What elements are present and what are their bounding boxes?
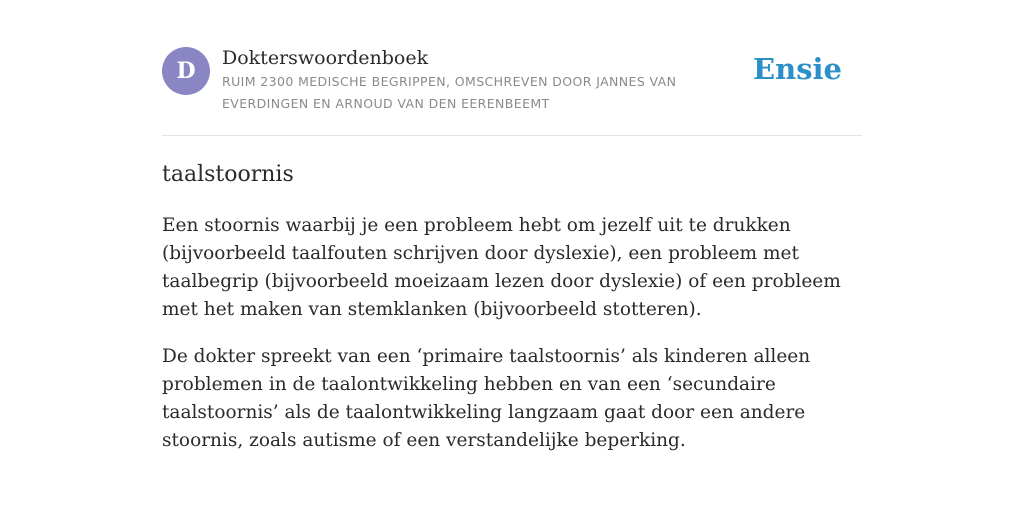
definition-paragraph: Een stoornis waarbij je een probleem hebt om jezelf uit te drukken (bijvoorbeeld taalfouten schrijven door dyslexie), een probleem met taalbegrip (bijvoorbeeld moeizaam lezen door dyslexie) of een probleem met het maken van stemklanken (bijvoorbeeld stotteren). xyxy=(162,215,841,320)
entry-definition xyxy=(162,212,862,455)
definition-paragraph: De dokter spreekt van een ‘primaire taalstoornis’ als kinderen alleen problemen in de taalontwikkeling hebben en van een ‘secundaire taalstoornis’ als de taalontwikkeling langzaam gaat door een andere stoornis, zoals autisme of een verstandelijke beperking. xyxy=(162,346,811,451)
source-title-link[interactable]: Dokterswoordenboek xyxy=(222,47,429,69)
source-header xyxy=(162,0,862,136)
ensie-logo-link[interactable]: Ensie xyxy=(753,52,842,86)
source-avatar[interactable]: D xyxy=(162,47,210,95)
source-subtitle: RUIM 2300 MEDISCHE BEGRIPPEN, OMSCHREVEN DOOR JANNES VAN EVERDINGEN EN ARNOUD VAN DEN EERENBEEMT xyxy=(222,74,677,111)
entry-term: taalstoornis xyxy=(162,162,294,187)
page xyxy=(162,0,862,455)
source-info xyxy=(222,46,712,115)
